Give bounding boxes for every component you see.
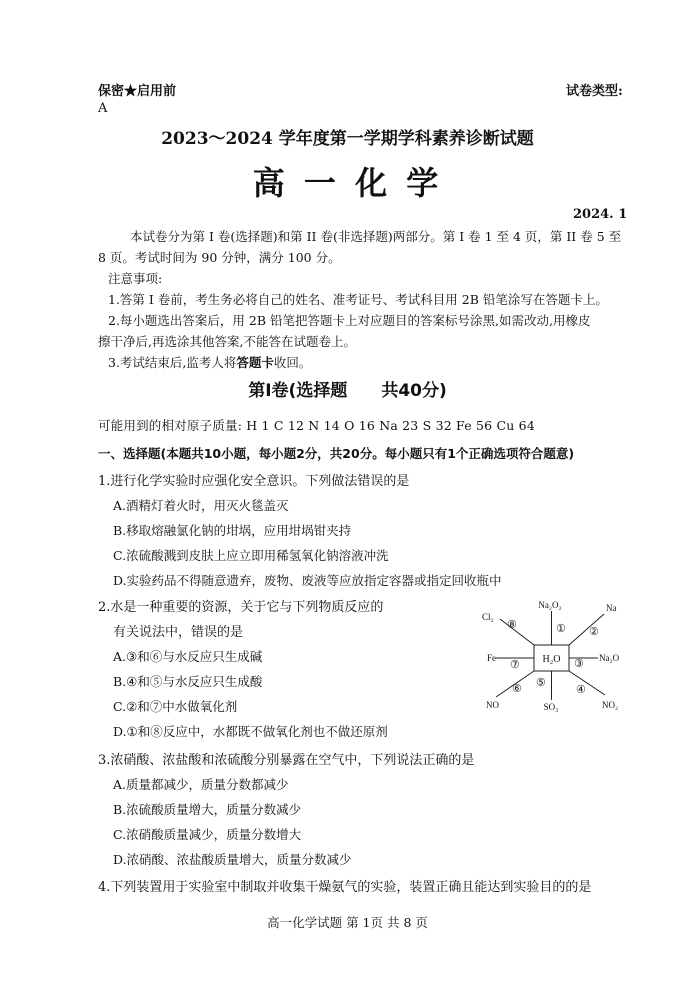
- line-bottom-right: [569, 671, 605, 695]
- center-label: H₂O: [542, 654, 561, 665]
- water-reaction-diagram: [474, 598, 634, 716]
- page-footer: 高一化学试题 第 1页 共 8 页: [267, 915, 428, 930]
- question-2-option-b: B.④和⑤与水反应只生成酸: [113, 674, 263, 689]
- marker-1: ①: [556, 623, 566, 635]
- question-1-option-c: C.浓硫酸溅到皮肤上应立即用稀氢氧化钠溶液冲洗: [113, 548, 389, 563]
- note-2: 2.每小题选出答案后，用 2B 铅笔把答题卡上对应题目的答案标号涂黑,如需改动,用橡皮: [108, 313, 591, 328]
- question-2-stem-continued: 有关说法中，错误的是: [113, 625, 244, 640]
- question-3-option-c: C.浓硝酸质量减少，质量分数增大: [113, 827, 302, 842]
- question-1-option-d: D.实验药品不得随意遗弃，废物、废液等应放指定容器或指定回收瓶中: [113, 573, 502, 588]
- top-label: Na₂O₂: [538, 600, 562, 610]
- note-2-continued: 擦干净后,再选涂其他答案,不能答在试题卷上。: [98, 334, 356, 349]
- note-3: 3.考试结束后,监考人将答题卡收回。: [108, 355, 312, 370]
- question-1-option-a: A.酒精灯着火时，用灭火毯盖灭: [113, 498, 289, 513]
- exam-date: 2024. 1: [573, 207, 628, 222]
- question-1-option-b: B.移取熔融氯化钠的坩埚，应用坩埚钳夹持: [113, 523, 352, 538]
- exam-title: 2023～2024 学年度第一学期学科素养诊断试题: [161, 129, 534, 149]
- question-4-stem: 4.下列装置用于实验室中制取并收集干燥氨气的实验，装置正确且能达到实验目的的是: [98, 880, 592, 895]
- question-1-stem: 1.进行化学实验时应强化安全意识。下列做法错误的是: [98, 474, 410, 489]
- left-label: Fe: [487, 653, 496, 663]
- right-label: Na₂O: [599, 653, 620, 663]
- paper-type-label: 试卷类型:: [566, 84, 623, 99]
- confidential-label: 保密★启用前: [98, 84, 177, 99]
- section-title: 第Ⅰ卷(选择题 共40分): [248, 381, 447, 401]
- part-heading: 一、选择题(本题共10小题，每小题2分，共20分。每小题只有1个正确选项符合题意): [98, 446, 575, 461]
- notes-heading: 注意事项:: [108, 271, 163, 286]
- top-right-label: Na: [606, 603, 617, 613]
- bottom-left-label: NO: [486, 700, 499, 710]
- question-2-option-a: A.③和⑥与水反应只生成碱: [113, 649, 263, 664]
- question-2-stem: 2.水是一种重要的资源，关于它与下列物质反应的: [98, 600, 384, 615]
- question-3-option-b: B.浓硫酸质量增大，质量分数减少: [113, 802, 302, 817]
- marker-2: ②: [589, 626, 599, 638]
- line-top-left: [500, 619, 534, 645]
- intro-line-2: 8 页。考试时间为 90 分钟，满分 100 分。: [98, 250, 341, 265]
- subject-title: 高 一 化 学: [252, 164, 443, 202]
- question-2-option-c: C.②和⑦中水做氧化剂: [113, 699, 238, 714]
- atomic-masses: 可能用到的相对原子质量: H 1 C 12 N 14 O 16 Na 23 S 32 Fe 56 Cu 64: [98, 418, 535, 433]
- bottom-right-label: NO₂: [602, 700, 619, 710]
- marker-3: ③: [574, 658, 584, 670]
- note-1: 1.答第 I 卷前，考生务必将自己的姓名、准考证号、考试科目用 2B 铅笔涂写在答题卡上。: [108, 292, 608, 307]
- intro-line-1: 本试卷分为第 I 卷(选择题)和第 II 卷(非选择题)两部分。第 I 卷 1 至 4 页，第 II 卷 5 至: [130, 229, 622, 244]
- question-2-option-d: D.①和⑧反应中，水都既不做氧化剂也不做还原剂: [113, 724, 388, 739]
- marker-4: ④: [576, 684, 586, 696]
- marker-5: ⑤: [536, 677, 546, 689]
- marker-6: ⑥: [512, 683, 522, 695]
- marker-7: ⑦: [510, 659, 520, 671]
- paper-type-value: A: [98, 101, 108, 116]
- top-left-label: Cl₂: [482, 612, 494, 622]
- marker-8: ⑧: [507, 619, 517, 631]
- question-3-option-d: D.浓硝酸、浓盐酸质量增大，质量分数减少: [113, 852, 352, 867]
- bottom-label: SO₃: [543, 702, 559, 712]
- question-3-stem: 3.浓硝酸、浓盐酸和浓硫酸分别暴露在空气中，下列说法正确的是: [98, 753, 475, 768]
- question-3-option-a: A.质量都减少，质量分数都减少: [113, 777, 289, 792]
